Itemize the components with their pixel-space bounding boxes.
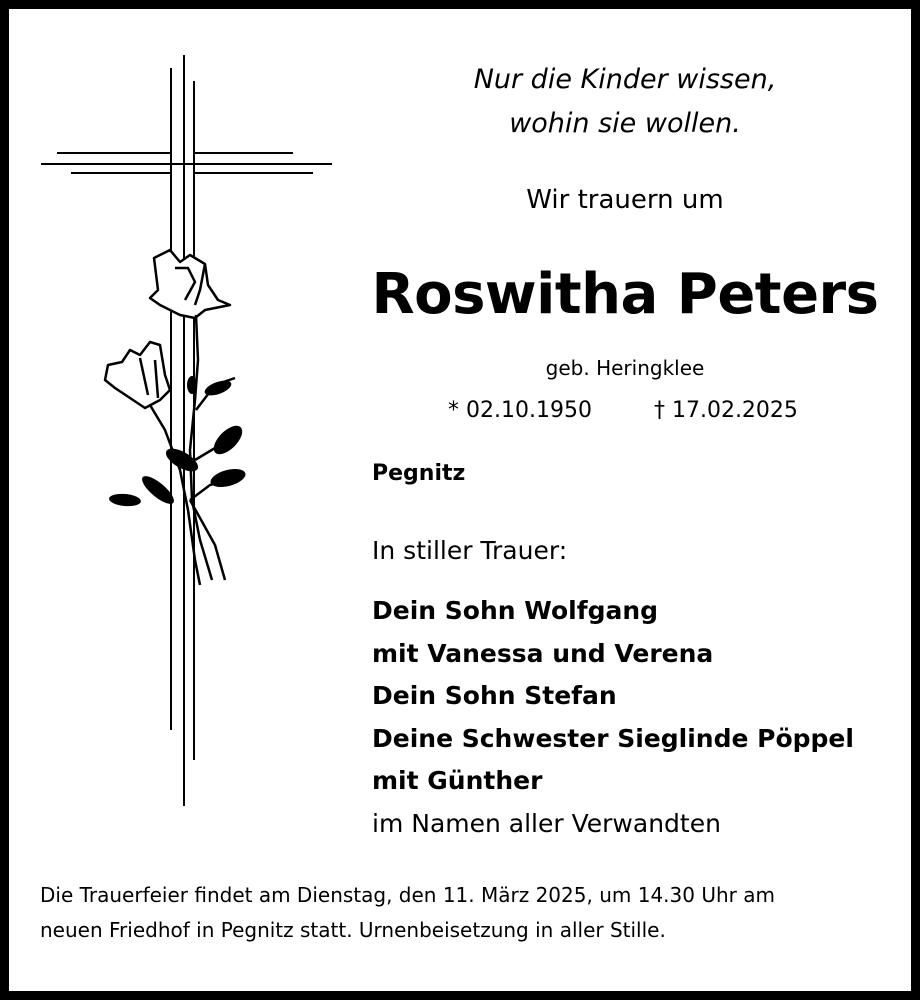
funeral-info (40, 878, 775, 948)
deceased-name: Roswitha Peters (371, 262, 879, 327)
mourners-closing: im Namen aller Verwandten (372, 808, 721, 838)
mourner: mit Vanessa und Verena (372, 638, 714, 668)
quote (370, 58, 880, 146)
mourner: mit Günther (372, 766, 543, 795)
mourner: Dein Sohn Stefan (372, 681, 617, 710)
funeral-info-line: neuen Friedhof in Pegnitz statt. Urnenbeisetzung in aller Stille. (40, 918, 666, 942)
life-dates (448, 398, 798, 423)
intro-text: Wir trauern um (526, 185, 724, 215)
birth-date: * 02.10.1950 (448, 398, 592, 423)
quote-line: wohin sie wollen. (509, 108, 741, 139)
death-date: † 17.02.2025 (653, 398, 798, 423)
funeral-info-line: Die Trauerfeier findet am Dienstag, den 11. März 2025, um 14.30 Uhr am (40, 883, 775, 907)
place: Pegnitz (372, 461, 466, 486)
mourners-list (372, 590, 854, 845)
birth-name: geb. Heringklee (545, 356, 705, 380)
mourner: Deine Schwester Sieglinde Pöppel (372, 723, 854, 753)
mourner: Dein Sohn Wolfgang (372, 596, 659, 625)
mourning-heading: In stiller Trauer: (372, 536, 568, 565)
quote-line: Nur die Kinder wissen, (473, 64, 777, 95)
